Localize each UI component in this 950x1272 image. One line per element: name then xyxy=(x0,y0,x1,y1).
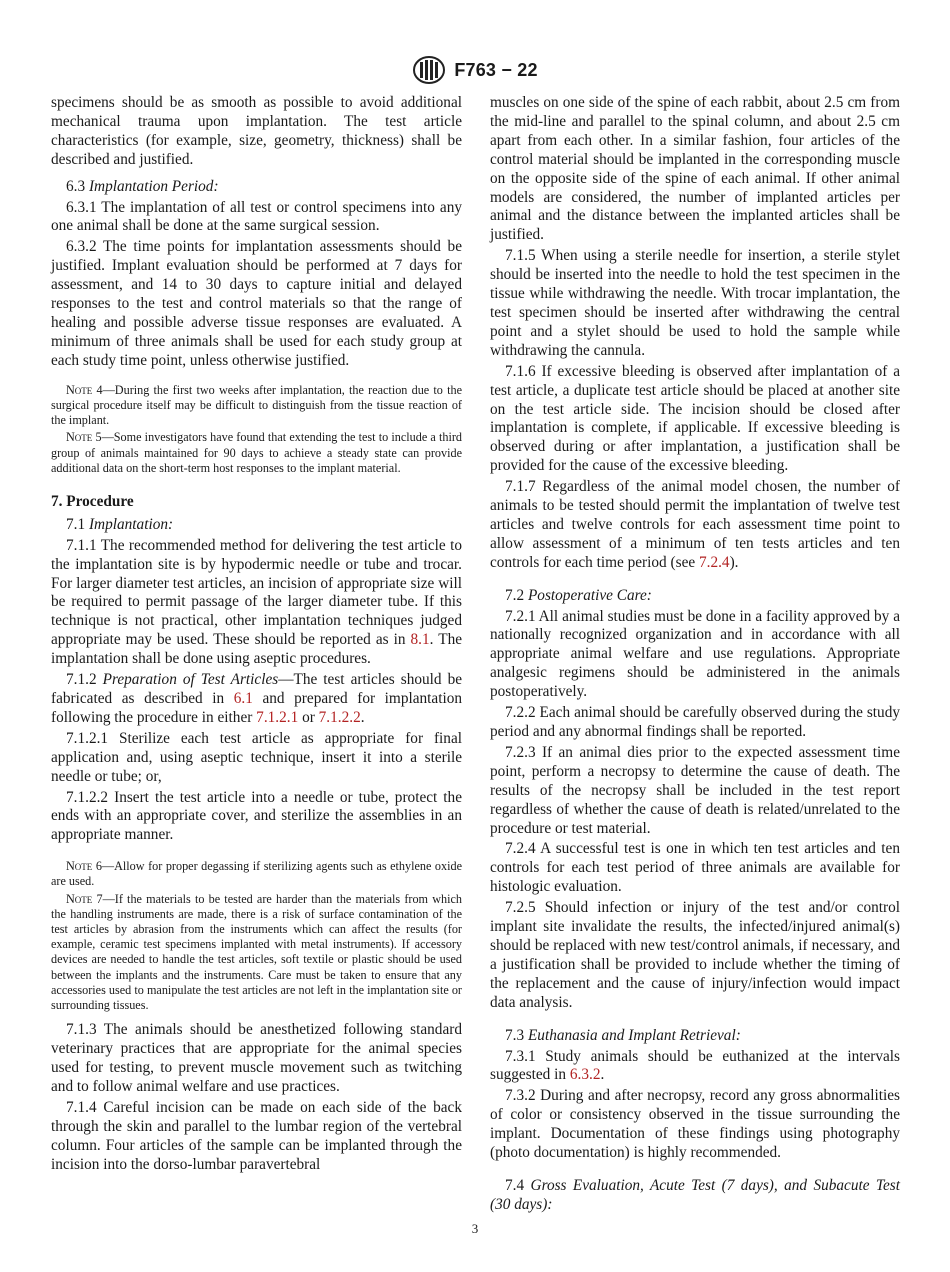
page-header xyxy=(0,55,950,85)
note xyxy=(51,430,462,476)
left-column xyxy=(51,94,462,1177)
note-label: Note 7 xyxy=(66,891,103,906)
page-number: 3 xyxy=(471,1221,479,1236)
section-number: 6.3 xyxy=(66,177,86,195)
note-text: —Allow for proper degassing if sterilizing agents such as ethylene oxide are used. xyxy=(51,859,463,889)
paragraph: 7.2.3 If an animal dies prior to the expected assessment time point, perform a necropsy to determine the cause of death. The results of the necropsy shall be included in the test report regardless of whether the cause of death is related/unrelated to the procedure or test material. xyxy=(490,743,900,837)
document-designation: F763 − 22 xyxy=(454,59,538,80)
paragraph: 6.3.1 The implantation of all test or control specimens into any one animal shall be done at the same surgical session. xyxy=(51,198,462,235)
section-number: 7.3 xyxy=(505,1026,525,1044)
section-title: Implantation: xyxy=(88,515,174,533)
subsection-heading xyxy=(51,516,462,535)
text: ). xyxy=(729,553,739,571)
cross-reference-link[interactable]: 6.3.2 xyxy=(569,1066,601,1084)
text: . The implantation shall be done using aseptic procedures. xyxy=(51,631,463,668)
paragraph: 7.2.5 Should infection or injury of the test and/or control implant site invalidate the results, the infected/injured animal(s) should be replaced with new test/control animals, if necessary, and a justification shall be provided to include whether the timing of the replacement and the cause of injury/infection would impact data analysis. xyxy=(490,899,900,1011)
paragraph: 7.2.2 Each animal should be carefully observed during the study period and any abnormal findings shall be reported. xyxy=(490,704,900,740)
subsection-heading xyxy=(490,1177,900,1215)
paragraph: specimens should be as smooth as possible to avoid additional mechanical trauma upon implantation. The test article characteristics (for example, size, geometry, thickness) shall be described and justified. xyxy=(51,94,462,168)
cross-reference-link[interactable]: 7.2.4 xyxy=(698,553,730,571)
note-label: Note 4 xyxy=(66,382,103,397)
section-title: Postoperative Care: xyxy=(527,586,652,604)
paragraph: 6.3.2 The time points for implantation assessments should be justified. Implant evaluation should be performed at 7 days for assessment, and 14 to 30 days to capture initial and delayed responses to the test and control materials so that the range of healing and possible adverse tissue responses are evaluated. A minimum of three animals shall be used for each study group at each study time point, unless otherwise justified. xyxy=(51,238,462,369)
paragraph xyxy=(51,671,462,728)
paragraph: 7.3.2 During and after necropsy, record any gross abnormalities of color or consistency observed in the tissue surrounding the implant. Documentation of these findings using photography (photo documentation) is highly recommended. xyxy=(490,1087,900,1162)
paragraph: 7.2.4 A successful test is one in which ten test articles and ten controls for each test period of three animals are available for histologic evaluation. xyxy=(490,840,900,896)
cross-reference-link[interactable]: 7.1.2.1 xyxy=(256,708,299,726)
section-title: Euthanasia and Implant Retrieval: xyxy=(527,1026,741,1044)
section-number: 7.2 xyxy=(505,586,525,604)
section-title: Implantation Period: xyxy=(88,177,219,195)
right-column xyxy=(490,94,900,1217)
subsection-heading xyxy=(490,587,900,606)
paragraph: 7.1.6 If excessive bleeding is observed after implantation of a test article, a duplicate test article should be placed at another site on the test article side. The incision should be closed after implantation is complete, if applicable. If excessive bleeding is observed during or after implantation, a justification shall be provided for the cause of the excessive bleeding. xyxy=(490,362,900,475)
subsection-heading xyxy=(51,178,462,197)
text: 7.1.1 The recommended method for delivering the test article to the implantation site is by hypodermic needle or tube and trocar. For larger diameter test articles, an incision of appropriate size will be required to permit passage of the larger diameter tube. If this technique is not practical, other implantation techniques judged appropriate may be used. These should be reported as in xyxy=(51,536,462,649)
note xyxy=(51,383,462,429)
paragraph xyxy=(490,478,900,573)
text: . xyxy=(600,1066,605,1084)
paragraph xyxy=(490,1048,900,1086)
note-label: Note 5 xyxy=(66,430,102,445)
cross-reference-link[interactable]: 6.1 xyxy=(233,689,253,707)
text: —The test articles should be fabricated as described in xyxy=(51,671,463,707)
note xyxy=(51,892,462,1014)
paragraph: 7.1.2.2 Insert the test article into a needle or tube, protect the ends with an appropriate cover, and sterilize the assemblies in an appropriate manner. xyxy=(51,788,462,844)
paragraph: 7.1.5 When using a sterile needle for insertion, a sterile stylet should be inserted into the needle to hold the test specimen in the tissue while withdrawing the needle. With trocar implantation, the test specimen should be inserted after withdrawing the central point and a stylet should be used to hold the sample while withdrawing the cannula. xyxy=(490,247,900,359)
section-number: 7.4 xyxy=(505,1176,525,1194)
cross-reference-link[interactable]: 8.1 xyxy=(410,631,430,649)
note-label: Note 6 xyxy=(66,859,102,874)
note-text: —If the materials to be tested are harder than the materials from which the handling instruments are made, there is a risk of surface contamination of the test articles by abrasion from the instruments which can affect the results (for example, ceramic test specimens implanted with metal instruments). If accessory devices are needed to handle the test articles, soft textile or plastic should be used between the implants and the instruments. Care must be taken to ensure that any accessories used to manipulate the test articles are not left in the implantation site or surrounding tissues. xyxy=(51,891,463,1013)
section-title: Preparation of Test Articles xyxy=(102,671,279,689)
text: 7.1.7 Regardless of the animal model chosen, the number of animals to be tested should permit the implantation of twelve test articles and twelve controls for each assessment time point to allow assessment of a minimum of ten tests articles and ten controls for each time period (see xyxy=(490,478,900,571)
section-heading: 7. Procedure xyxy=(51,492,134,510)
astm-logo-icon xyxy=(412,55,446,85)
paragraph: 7.1.4 Careful incision can be made on each side of the back through the skin and parallel to the lumbar region of the vertebral column. Four articles of the sample can be implanted through the incision into the dorso-lumbar paravertebral xyxy=(51,1098,462,1173)
paragraph: 7.1.3 The animals should be anesthetized following standard veterinary practices that are appropriate for the animal species used for testing, to prevent muscle movement such as twitching and to follow animal welfare and use practices. xyxy=(51,1021,462,1095)
note-text: —During the first two weeks after implantation, the reaction due to the surgical procedure itself may be difficult to distinguish from the tissue reaction of the implant. xyxy=(51,382,462,428)
paragraph: 7.1.2.1 Sterilize each test article as appropriate for final application and, using aseptic technique, insert it into a sterile needle or tube; or, xyxy=(51,729,462,785)
paragraph: muscles on one side of the spine of each rabbit, about 2.5 cm from the mid-line and parallel to the spinal column, and about 2.5 cm apart from each other. In a similar fashion, four articles of the control material should be implanted in the corresponding muscle on the opposite side of the spine of each animal. If other animal models are considered, the number of implanted articles per animal and the distance between the implanted articles shall be justified. xyxy=(490,94,900,244)
subsection-heading xyxy=(490,1027,900,1046)
text: 7.3.1 Study animals should be euthanized at the intervals suggested in xyxy=(490,1047,900,1084)
paragraph: 7.2.1 All animal studies must be done in a facility approved by a nationally recognized organization and in accordance with all appropriate animal welfare and use regulations. Appropriate analgesic regimens should be administered in the animals postoperatively. xyxy=(490,607,900,701)
text: or xyxy=(298,708,319,726)
cross-reference-link[interactable]: 7.1.2.2 xyxy=(318,708,361,726)
text: and prepared for implantation following the procedure in either xyxy=(51,689,462,726)
note-text: —Some investigators have found that extending the test to include a third group of animals maintained for 90 days to achieve a steady state can provide additional data on the short-term host responses to the implant material. xyxy=(51,430,462,475)
section-title: Gross Evaluation, Acute Test (7 days), and Subacute Test (30 days): xyxy=(490,1176,900,1213)
note xyxy=(51,859,462,889)
section-number: 7.1 xyxy=(66,515,86,533)
section-number: 7.1.2 xyxy=(66,671,97,689)
text: . xyxy=(360,708,365,726)
paragraph xyxy=(51,537,462,669)
